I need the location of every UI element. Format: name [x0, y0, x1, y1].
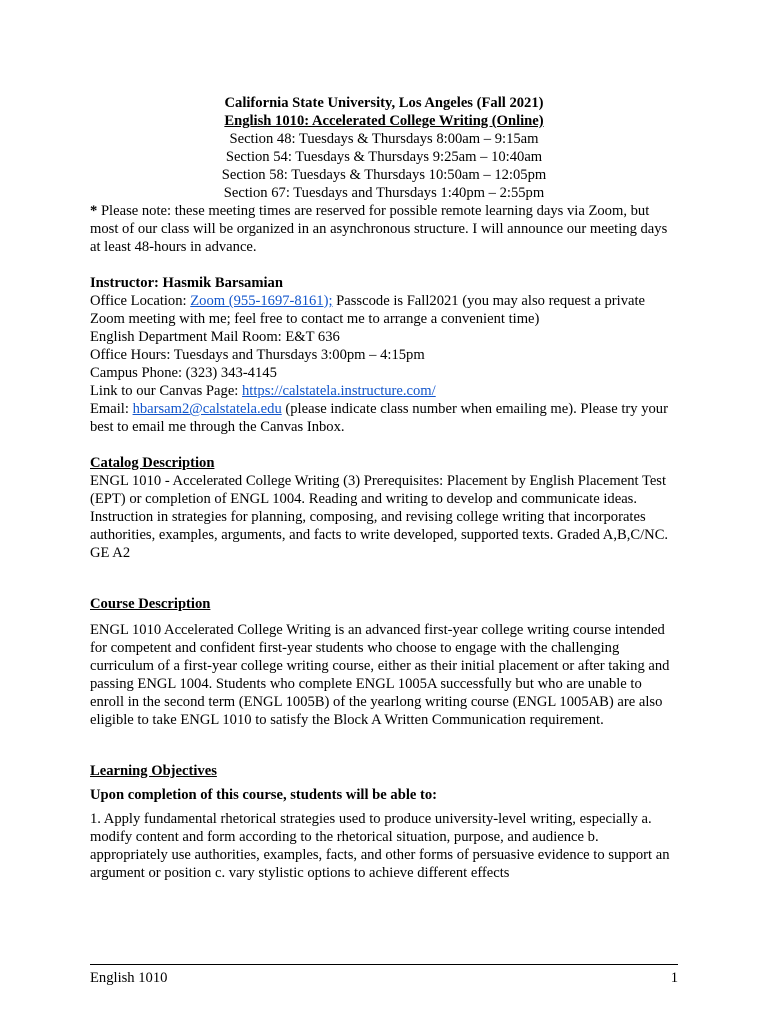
footer-course: English 1010 [90, 970, 168, 986]
course-text: ENGL 1010 Accelerated College Writing is an advanced first-year college writing course intended for competent and confident first-year students who choose to engage with the challenging curriculum of a first-year college writing course, either as their initial placement or after taking and passing ENGL 1004. Students who complete ENGL 1005A successfully but who are unable to enroll in the second term (ENGL 1005B) of the yearlong writing course (ENGL 1005AB) are also eligible to take ENGL 1010 to satisfy the Block A Written Communication requirement. [90, 622, 670, 728]
catalog-heading: Catalog Description [90, 455, 215, 471]
page-footer [90, 964, 678, 987]
syllabus-page [90, 94, 678, 882]
mail-room: English Department Mail Room: E&T 636 [90, 329, 340, 345]
section-line: Section 54: Tuesdays & Thursdays 9:25am – 10:40am [225, 149, 543, 165]
campus-phone: Campus Phone: (323) 343-4145 [90, 365, 277, 381]
note-text: Please note: these meeting times are reserved for possible remote learning days via Zoom, but most of our class will be organized in an asynchronous structure. I will announce our meeting days at least 48-hours in advance. [90, 203, 668, 255]
instructor-heading: Instructor: Hasmik Barsamian [90, 275, 283, 291]
office-location-detail: Passcode is Fall2021 (you may also request a private Zoom meeting with me; feel free to contact me to arrange a convenient time) [90, 293, 645, 327]
canvas-label: Link to our Canvas Page: [90, 383, 242, 399]
catalog-text: ENGL 1010 - Accelerated College Writing (3) Prerequisites: Placement by English Placement Test (EPT) or completion of ENGL 1004. Reading and writing to develop and communicate ideas. Instruction in strategies for planning, composing, and revising college writing that incorporates authorities, examples, arguments, and facts to write developed, supported texts. Graded A,B,C/NC. GE A2 [90, 473, 669, 561]
email-note: (please indicate class number when emailing me). Please try your best to email me through the Canvas Inbox. [90, 401, 668, 435]
office-hours: Office Hours: Tuesdays and Thursdays 3:00pm – 4:15pm [90, 347, 425, 363]
email-link[interactable]: hbarsam2@calstatela.edu [132, 401, 282, 417]
note-asterisk: * [90, 203, 98, 219]
page-number: 1 [670, 970, 678, 986]
objectives-heading: Learning Objectives [90, 763, 217, 779]
section-line: Section 48: Tuesdays & Thursdays 8:00am – 9:15am [229, 131, 539, 147]
canvas-link[interactable]: https://calstatela.instructure.com/ [242, 383, 436, 399]
email-line [90, 400, 678, 436]
canvas-line [90, 382, 678, 400]
objectives-intro: Upon completion of this course, students will be able to: [90, 787, 438, 803]
zoom-link[interactable]: Zoom (955-1697-8161); [190, 293, 333, 309]
course-title: English 1010: Accelerated College Writing (Online) [224, 113, 544, 129]
course-heading: Course Description [90, 596, 211, 612]
email-label: Email: [90, 401, 133, 417]
office-location [90, 292, 678, 328]
objective-item: 1. Apply fundamental rhetorical strategies used to produce university-level writing, especially a. modify content and form according to the rhetorical situation, purpose, and audience b. appropriately use authorities, examples, facts, and other forms of persuasive evidence to support an argument or position c. vary stylistic options to achieve different effects [90, 811, 670, 881]
section-line: Section 58: Tuesdays & Thursdays 10:50am – 12:05pm [221, 167, 547, 183]
university-title: California State University, Los Angeles (Fall 2021) [224, 95, 544, 111]
section-line: Section 67: Tuesdays and Thursdays 1:40pm – 2:55pm [223, 185, 545, 201]
office-location-label: Office Location: [90, 293, 191, 309]
meeting-note [90, 202, 678, 256]
